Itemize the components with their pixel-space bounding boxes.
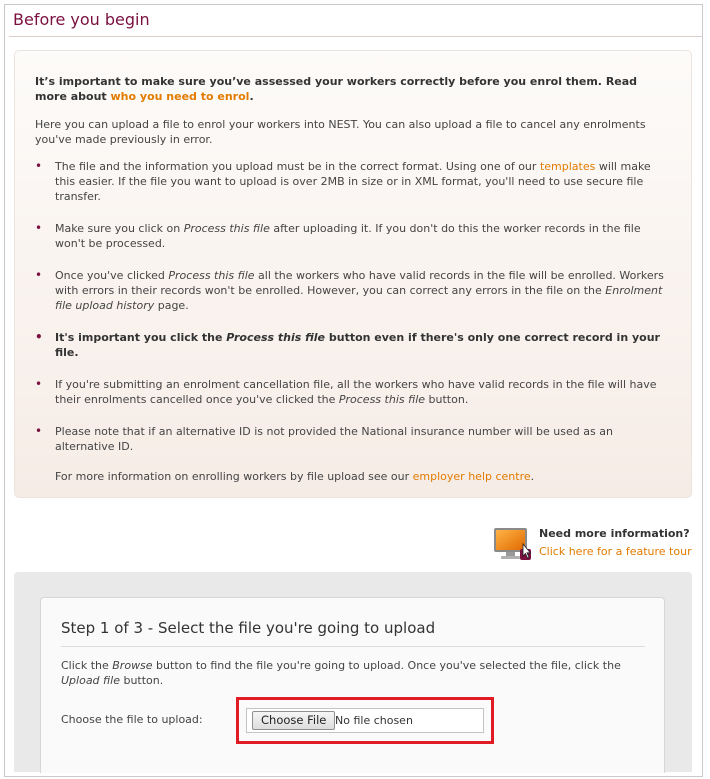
b2-post: after uploading it. If you don't do this the worker records in the file won't be processed. <box>55 222 641 250</box>
feature-tour-link[interactable]: Click here for a feature tour <box>539 545 692 558</box>
choose-file-button[interactable]: Choose File <box>252 711 335 730</box>
b3-pre: Once you've clicked <box>55 269 169 282</box>
step-panel <box>40 597 665 773</box>
b1-pre: The file and the information you upload must be in the correct format. Using one of our <box>55 160 540 173</box>
info-box <box>14 50 692 498</box>
step-divider <box>61 646 645 647</box>
help-title: Need more information? <box>539 527 690 540</box>
lead-text: It’s important to make sure you’ve assessed your workers correctly before you enrol them. Read more about <box>35 75 638 103</box>
page-title: Before you begin <box>13 10 150 29</box>
step-description <box>61 658 651 688</box>
lead-end: . <box>249 90 254 103</box>
assess-workers-notice <box>35 74 671 104</box>
more-info-text <box>35 469 671 484</box>
intro-text: Here you can upload a file to enrol your workers into NEST. You can also upload a file to cancel any enrolments you've made previously in error. <box>35 118 646 146</box>
b3-em: Process this file <box>168 269 255 282</box>
choose-file-label: Choose the file to upload: <box>61 713 203 726</box>
more-post: . <box>530 470 535 483</box>
desc-em: Browse <box>112 659 153 672</box>
file-input[interactable] <box>246 708 484 733</box>
b2-em: Process this file <box>183 222 270 235</box>
more-pre: For more information on enrolling workers by file upload see our <box>55 470 413 483</box>
b4-em: Process this file <box>226 331 326 344</box>
b5-post: button. <box>425 393 469 406</box>
b3-mid: all the workers who have valid records in the file will be enrolled. Workers with errors in their records won't be enrolled. However, you can correct any errors in the file on the <box>55 269 664 297</box>
desc-post: button. <box>119 674 164 687</box>
list-item-cancellation <box>35 377 671 407</box>
list-item-alternative-id: • Please note that if an alternative ID is not provided the National insurance number will be used as an alternative ID. <box>35 424 671 454</box>
instructions-list <box>35 159 671 454</box>
file-input-highlight <box>236 697 494 744</box>
b5-pre: If you're submitting an enrolment cancellation file, all the workers who have valid records in the file will have their enrolments cancelled once you've clicked the <box>55 378 657 406</box>
list-item-format <box>35 159 671 204</box>
b1-post: will make this easier. If the file you want to upload is over 2MB in size or in XML format, you'll need to use secure file transfer. <box>55 160 651 203</box>
desc-em2: Upload file <box>61 674 120 687</box>
b3-em2: Enrolment file upload history <box>55 284 663 312</box>
list-item-enrolled <box>35 268 671 313</box>
step-title: Step 1 of 3 - Select the file you're going to upload <box>61 619 436 637</box>
list-item-process <box>35 221 671 251</box>
info-content <box>35 74 671 484</box>
list-item-important <box>35 330 671 360</box>
employer-help-centre-link[interactable]: employer help centre <box>412 470 531 483</box>
no-file-chosen-text: No file chosen <box>335 714 413 727</box>
desc-mid: button to find the file you're going to upload. Once you've selected the file, click the <box>152 659 621 672</box>
title-divider <box>9 36 702 37</box>
desc-pre: Click the <box>61 659 113 672</box>
b5-em: Process this file <box>338 393 426 406</box>
b4-post: button even if there's only one correct record in your file. <box>55 331 660 359</box>
b3-post: page. <box>154 299 189 312</box>
feature-tour-promo <box>493 525 697 563</box>
monitor-cursor-icon[interactable] <box>493 527 533 561</box>
templates-link[interactable]: templates <box>539 160 596 173</box>
b2-pre: Make sure you click on <box>55 222 184 235</box>
b4-pre: It's important you click the <box>55 331 227 344</box>
who-to-enrol-link[interactable]: who you need to enrol <box>110 90 250 103</box>
